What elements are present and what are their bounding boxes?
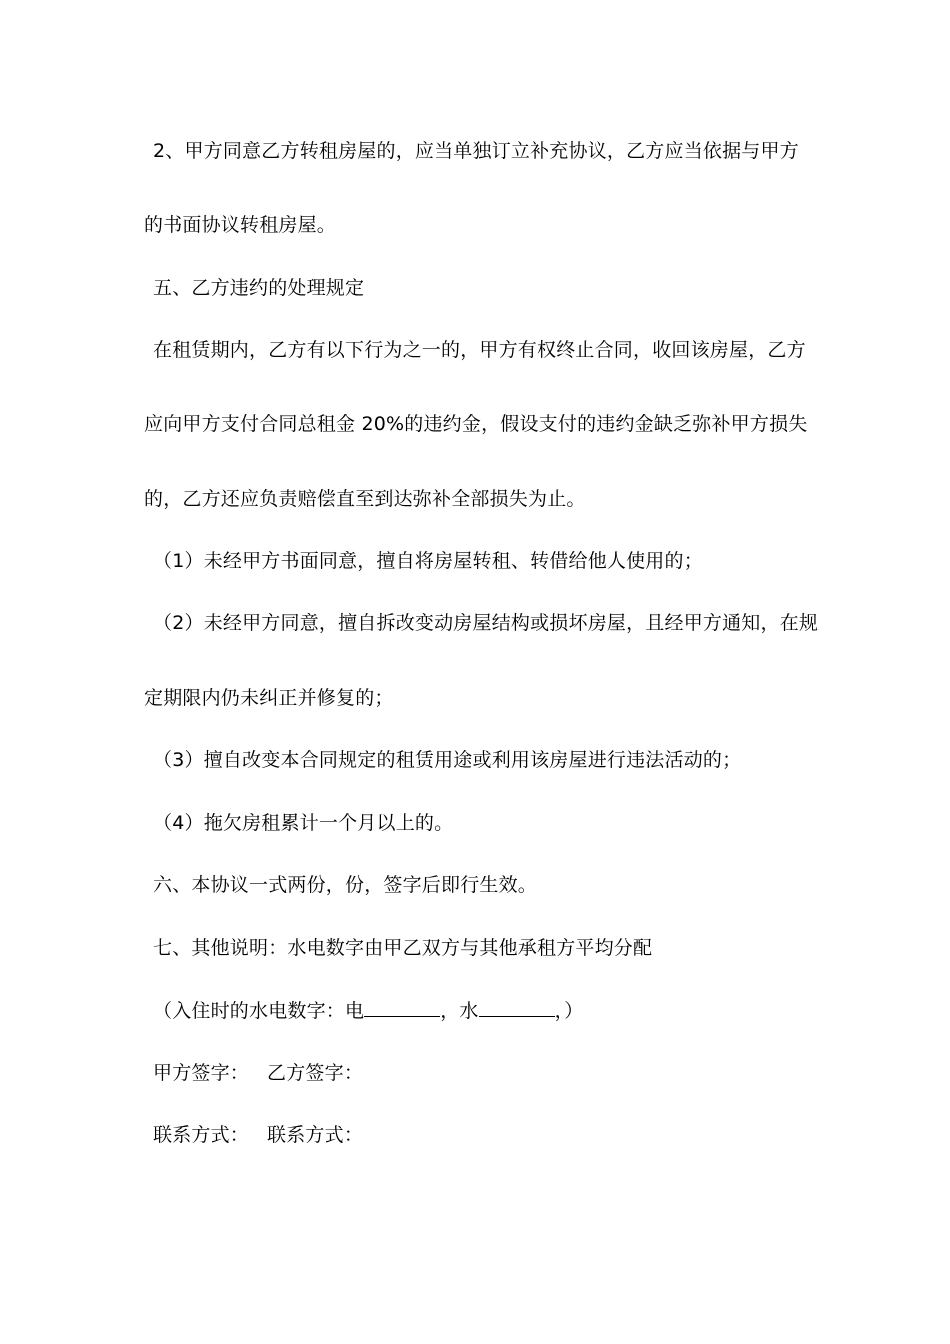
clause5-item2-line1: （2）未经甲方同意，擅自拆改变动房屋结构或损坏房屋，且经甲方通知，在规 xyxy=(153,612,819,634)
clause5-item3: （3）擅自改变本合同规定的租赁用途或利用该房屋进行违法活动的； xyxy=(153,749,742,771)
contact-line xyxy=(153,1123,363,1147)
signature-line xyxy=(153,1061,363,1085)
meter-reading-line xyxy=(153,998,584,1023)
clause6: 六、本协议一式两份，份，签字后即行生效。 xyxy=(153,874,538,896)
clause5-para-line2: 应向甲方支付合同总租金 20%的违约金，假设支付的违约金缺乏弥补甲方损失 xyxy=(144,413,808,435)
water-blank xyxy=(479,998,555,1017)
meter-reading-open: （入住时的水电数字：电 xyxy=(153,1000,365,1022)
meter-reading-close: ，） xyxy=(554,1000,584,1022)
clause5-item4: （4）拖欠房租累计一个月以上的。 xyxy=(153,812,454,834)
party-a-signature-label: 甲方签字： xyxy=(153,1062,250,1084)
clause5-para-line1: 在租赁期内，乙方有以下行为之一的，甲方有权终止合同，收回该房屋，乙方 xyxy=(153,339,806,361)
party-a-contact-label: 联系方式： xyxy=(153,1124,250,1146)
clause4-item2-line2: 的书面协议转租房屋。 xyxy=(144,214,337,236)
clause5-heading: 五、乙方违约的处理规定 xyxy=(153,277,365,299)
clause7: 七、其他说明：水电数字由甲乙双方与其他承租方平均分配 xyxy=(153,937,653,959)
clause5-item2-line2: 定期限内仍未纠正并修复的； xyxy=(144,687,394,709)
party-b-signature-label: 乙方签字： xyxy=(267,1062,364,1084)
clause5-item1: （1）未经甲方书面同意，擅自将房屋转租、转借给他人使用的； xyxy=(153,550,703,572)
clause5-para-line3: 的，乙方还应负责赔偿直至到达弥补全部损失为止。 xyxy=(144,488,586,510)
meter-reading-mid: ，水 xyxy=(440,1000,479,1022)
clause4-item2-line1: 2、甲方同意乙方转租房屋的，应当单独订立补充协议，乙方应当依据与甲方 xyxy=(153,140,799,162)
electricity-blank xyxy=(364,998,440,1017)
party-b-contact-label: 联系方式： xyxy=(267,1124,364,1146)
